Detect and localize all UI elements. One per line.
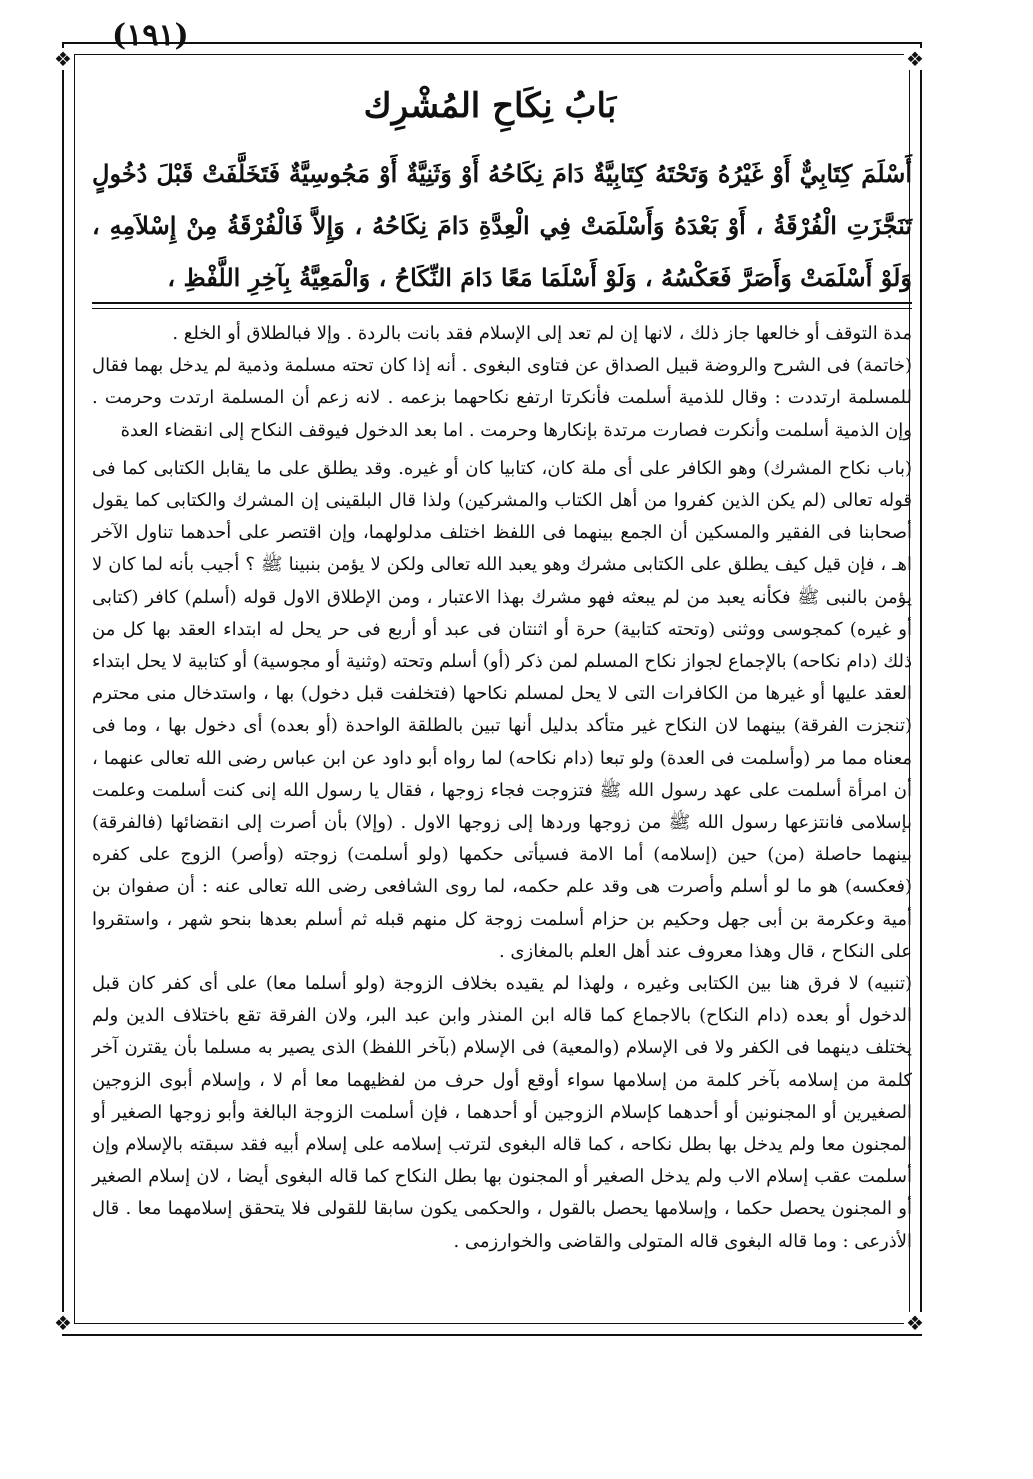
commentary-paragraph: (تنبيه) لا فرق هنا بين الكتابى وغيره ، ولهذا لم يقيده بخلاف الزوجة (ولو أسلما معا) على أى كفر كان قبل الدخول أو بعده (دام النكاح) بالاجماع كما قاله ابن المنذر وابن عبد البر، ولان الفرقة تقع باختلاف الدين ولم يختلف دينهما فى الكفر ولا فى الإسلام (والمعية) فى الإسلام (بآخر اللفظ) الذى يصير به مسلما بأن يقترن آخر كلمة من إسلامه بآخر كلمة من إسلامها سواء أوقع أول حرف من لفظيهما معا أم لا ، وإسلام أبوى الزوجين الصغيرين أو المجنونين أو أحدهما كإسلام الزوجين أو أحدهما ، فإن أسلمت الزوجة البالغة وأبو زوجها الصغير أو المجنون معا ولم يدخل بها بطل نكاحه ، كما قاله البغوى لترتب إسلامه على إسلام أبيه فقد سبقته بالإسلام وإن أسلمت عقب إسلام الاب ولم يدخل الصغير أو المجنون بها بطل النكاح كما قاله البغوى أيضا ، لان إسلام الصغير أو المجنون يحصل حكما ، وإسلامها يحصل بالقول ، والحكمى يكون سابقا للقولى فلا يتحقق إسلامهما معا . قال الأذرعى : وما قاله البغوى قاله المتولى والقاضى والخوارزمى . (92, 973, 912, 1252)
commentary-paragraph: (خاتمة) فى الشرح والروضة قبيل الصداق عن فتاوى البغوى . أنه إذا كان تحته مسلمة وذمية لم يدخل بهما فقال للمسلمة ارتددت : وقال للذمية أسلمت فأنكرتا ارتفع نكاحهما بزعمه . لانه زعم أن المسلمة ارتدت وحرمت . وإن الذمية أسلمت وأنكرت فصارت مرتدة بإنكارها وحرمت . اما بعد الدخول فيوقف النكاح إلى انقضاء العدة (92, 355, 912, 441)
ornament-corner-icon: ❖ (904, 1312, 926, 1334)
ornament-corner-icon: ❖ (52, 1312, 74, 1334)
commentary-paragraph: مدة التوقف أو خالعها جاز ذلك ، لانها إن لم تعد إلى الإسلام فقد بانت بالردة . وإلا فبالطلاق أو الخلع . (172, 323, 912, 344)
separator-rule (92, 302, 912, 304)
commentary-text (92, 318, 912, 1258)
matn-paragraph: أَسْلَمَ كِتَابِيٌّ أَوْ غَيْرُهُ وَتَحْتَهُ كِتَابِيَّةٌ دَامَ نِكَاحُهُ أَوْ وَثَنِيَّةٌ أَوْ مَجُوسِيَّةٌ فَتَخَلَّفَتْ قَبْلَ دُخُولٍ تَنَجَّزَتِ الْفُرْقَةُ ، أَوْ بَعْدَهُ وَأَسْلَمَتْ فِي الْعِدَّةِ دَامَ نِكَاحُهُ ، وَإِلاَّ فَالْفُرْقَةُ مِنْ إِسْلاَمِهِ ، وَلَوْ أَسْلَمَتْ وَأَصَرَّ فَعَكْسُهُ ، وَلَوْ أَسْلَمَا مَعًا دَامَ النِّكَاحُ ، وَالْمَعِيَّةُ بِآخِرِ اللَّفْظِ ، (92, 159, 912, 292)
page-number: (١٩١) (112, 18, 189, 53)
ornament-corner-icon: ❖ (904, 48, 926, 70)
matn-text (92, 148, 912, 304)
chapter-heading: بَابُ نِكَاحِ المُشْرِك (363, 86, 617, 126)
separator-rule (92, 308, 912, 309)
commentary-paragraph: (باب نكاح المشرك) وهو الكافر على أى ملة كان، كتابيا كان أو غيره. وقد يطلق على ما يقابل الكتابى كما فى قوله تعالى (لم يكن الذين كفروا من أهل الكتاب والمشركين) ولذا قال البلقينى إن المشرك والكتابى كما يقول أصحابنا فى الفقير والمسكين أن الجمع بينهما فى اللفظ اختلف مدلولهما، وإن اقتصر على أحدهما تناول الآخر اهـ ، فإن قيل كيف يطلق على الكتابى مشرك وهو يعبد الله تعالى ولكن لا يؤمن بنبينا ﷺ ؟ أجيب بأنه لما كان لا يؤمن بالنبى ﷺ فكأنه يعبد من لم يبعثه فهو مشرك بهذا الاعتبار ، ومن الإطلاق الاول قوله (أسلم) كافر (كتابى أو غيره) كمجوسى ووثنى (وتحته كتابية) حرة أو اثنتان فى عبد أو أربع فى حر يحل له ابتداء العقد بها كل من ذلك (دام نكاحه) بالإجماع لجواز نكاح المسلم لمن ذكر (أو) أسلم وتحته (وثنية أو مجوسية) أو كتابية لا يحل ابتداء العقد عليها أو غيرها من الكافرات التى لا يحل لمسلم نكاحها (فتخلفت قبل دخول) بها ، واستدخال منى محترم (تنجزت الفرقة) بينهما لان النكاح غير متأكد بدليل أنها تبين بالطلقة الواحدة (أو بعده) أى دخول بها ، وما فى معناه مما مر (وأسلمت فى العدة) ولو تبعا (دام نكاحه) لما رواه أبو داود عن ابن عباس رضى الله تعالى عنهما ، أن امرأة أسلمت على عهد رسول الله ﷺ فتزوجت فجاء زوجها ، فقال يا رسول الله إنى كنت أسلمت وعلمت بإسلامى فانتزعها رسول الله ﷺ من زوجها وردها إلى زوجها الاول . (وإلا) بأن أصرت إلى انقضائها (فالفرقة) بينهما حاصلة (من) حين (إسلامه) أما الامة فسيأتى حكمها (ولو أسلمت) زوجته (وأصر) الزوج على كفره (فعكسه) هو ما لو أسلم وأصرت هى وقد علم حكمه، لما روى الشافعى رضى الله تعالى عنه : أن صفوان بن أمية وعكرمة بن أبى جهل وحكيم بن حزام أسلمت زوجة كل منهم قبله ثم أسلم بعدها بنحو شهر ، واستقروا على النكاح ، قال وهذا معروف عند أهل العلم بالمغازى . (92, 457, 913, 962)
ornament-corner-icon: ❖ (52, 48, 74, 70)
